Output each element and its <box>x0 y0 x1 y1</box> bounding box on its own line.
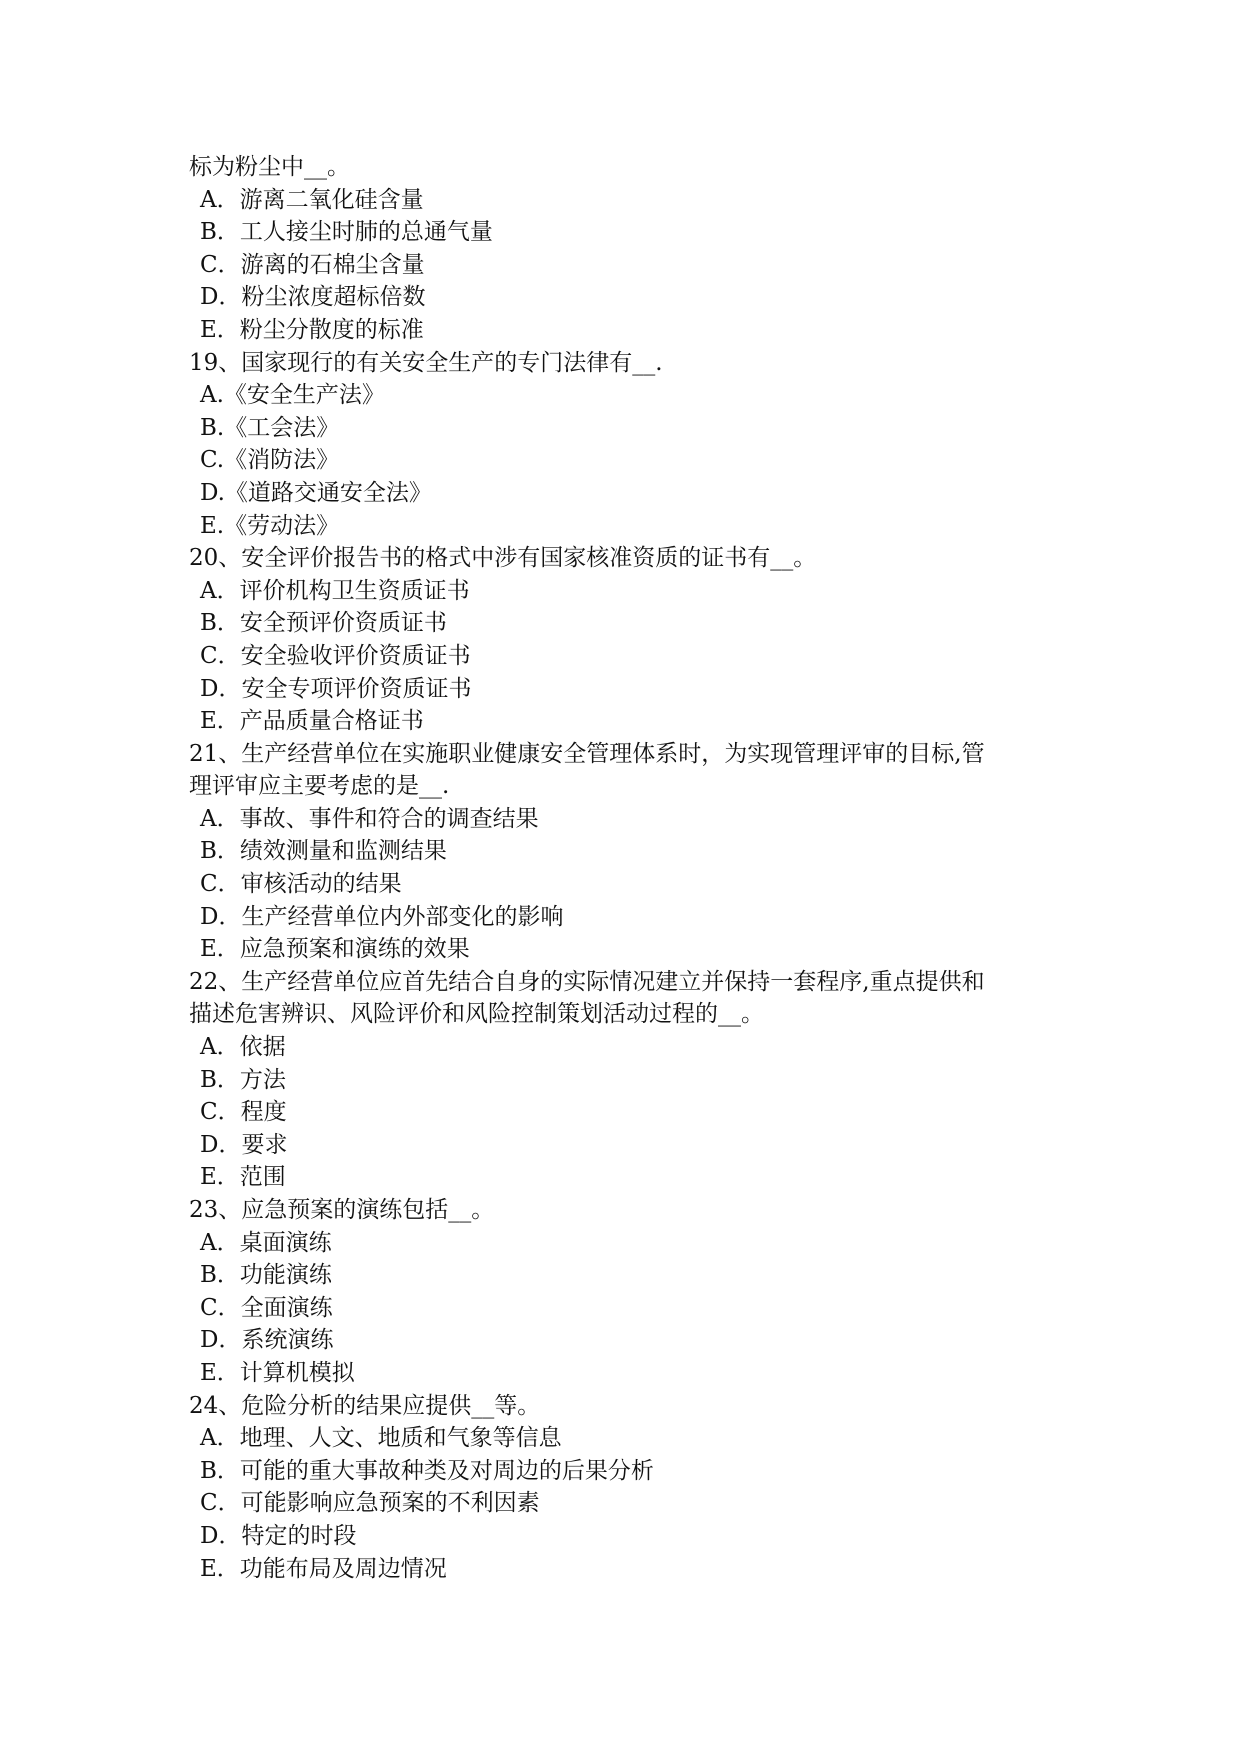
answer-option: E．范围 <box>200 1164 286 1191</box>
answer-option: A.《安全生产法》 <box>200 382 385 409</box>
question-text: 描述危害辨识、风险评价和风险控制策划活动过程的__。 <box>189 1001 764 1028</box>
answer-option: D．安全专项评价资质证书 <box>200 675 472 702</box>
answer-option: E.《劳动法》 <box>200 512 340 539</box>
answer-option: B．安全预评价资质证书 <box>200 610 447 637</box>
answer-option: C．审核活动的结果 <box>200 871 402 898</box>
answer-option: B．方法 <box>200 1066 286 1093</box>
answer-option: A．事故、事件和符合的调查结果 <box>200 805 539 832</box>
answer-option: A．游离二氧化硅含量 <box>200 186 424 213</box>
answer-option: A．地理、人文、地质和气象等信息 <box>200 1425 562 1452</box>
question-text: 20、安全评价报告书的格式中涉有国家核准资质的证书有__。 <box>189 545 817 572</box>
answer-option: D．粉尘浓度超标倍数 <box>200 284 426 311</box>
answer-option: E．产品质量合格证书 <box>200 708 424 735</box>
question-text: 22、生产经营单位应首先结合自身的实际情况建立并保持一套程序,重点提供和 <box>189 968 985 995</box>
question-text: 理评审应主要考虑的是__. <box>189 773 450 800</box>
question-text: 标为粉尘中__。 <box>189 154 350 180</box>
answer-option: C．可能影响应急预案的不利因素 <box>200 1490 540 1517</box>
answer-option: E．功能布局及周边情况 <box>200 1555 447 1582</box>
answer-option: C．程度 <box>200 1099 287 1126</box>
answer-option: B．绩效测量和监测结果 <box>200 838 447 865</box>
answer-option: B．工人接尘时肺的总通气量 <box>200 219 493 246</box>
answer-option: C．游离的石棉尘含量 <box>200 251 425 278</box>
answer-option: D．系统演练 <box>200 1327 334 1354</box>
answer-option: D．特定的时段 <box>200 1522 357 1549</box>
answer-option: B．可能的重大事故种类及对周边的后果分析 <box>200 1457 654 1484</box>
answer-option: D．生产经营单位内外部变化的影响 <box>200 903 564 930</box>
document-page <box>189 151 1069 1585</box>
answer-option: C.《消防法》 <box>200 447 340 474</box>
answer-option: B.《工会法》 <box>200 414 340 441</box>
answer-option: C．安全验收评价资质证书 <box>200 642 471 669</box>
answer-option: D.《道路交通安全法》 <box>200 479 432 506</box>
answer-option: A．评价机构卫生资质证书 <box>200 577 470 604</box>
answer-option: B．功能演练 <box>200 1262 332 1289</box>
answer-option: C．全面演练 <box>200 1294 333 1321</box>
answer-option: E．计算机模拟 <box>200 1359 355 1386</box>
answer-option: A．桌面演练 <box>200 1229 332 1256</box>
question-text: 23、应急预案的演练包括__。 <box>189 1197 495 1223</box>
question-text: 24、危险分析的结果应提供__等。 <box>189 1392 541 1419</box>
question-text: 19、国家现行的有关安全生产的专门法律有__. <box>189 349 663 376</box>
question-text: 21、生产经营单位在实施职业健康安全管理体系时，为实现管理评审的目标,管 <box>189 740 985 767</box>
answer-option: D．要求 <box>200 1131 288 1158</box>
answer-option: E．粉尘分散度的标准 <box>200 316 424 343</box>
answer-option: E．应急预案和演练的效果 <box>200 936 470 963</box>
answer-option: A．依据 <box>200 1034 286 1061</box>
